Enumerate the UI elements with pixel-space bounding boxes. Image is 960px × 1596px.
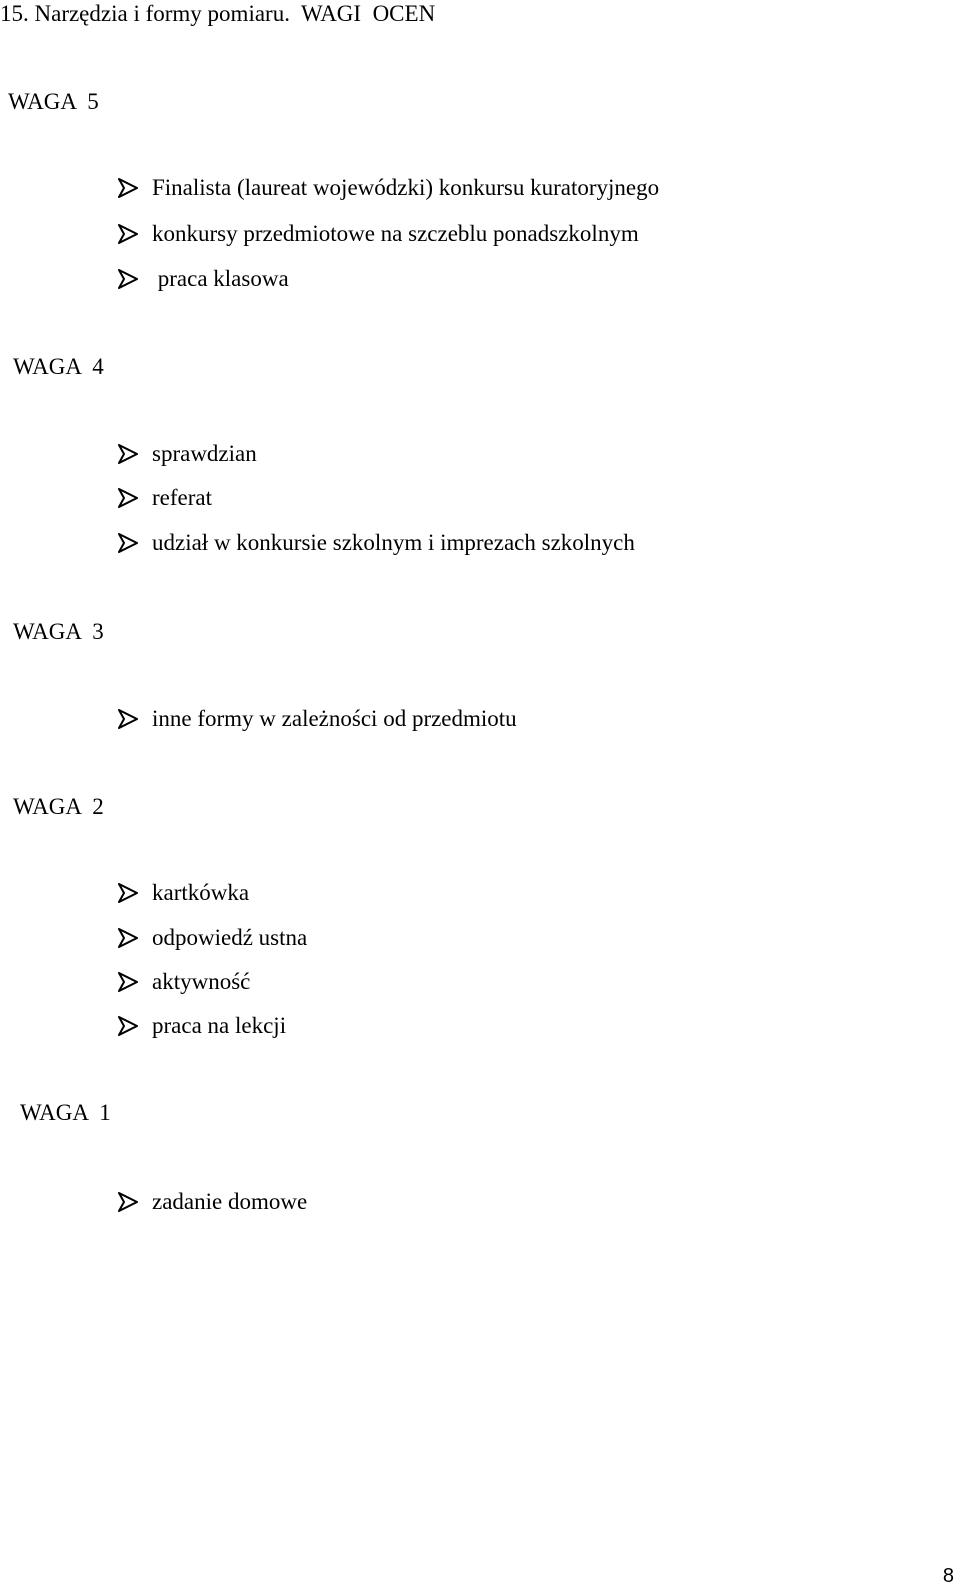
list-item <box>116 924 307 952</box>
list-item-text: udział w konkursie szkolnym i imprezach szkolnych <box>152 530 635 555</box>
list-item-text: sprawdzian <box>152 441 257 466</box>
arrowhead-bullet-icon <box>116 882 140 904</box>
list-item-text: praca klasowa <box>152 266 289 291</box>
list-item <box>116 879 249 907</box>
list-item <box>116 220 639 248</box>
section-heading-waga-3: WAGA 3 <box>13 619 104 644</box>
list-item-text: odpowiedź ustna <box>152 925 308 950</box>
list-item <box>116 529 635 557</box>
page-number: 8 <box>942 1565 954 1587</box>
list-item <box>116 174 659 202</box>
arrowhead-bullet-icon <box>116 1015 140 1037</box>
list-item-text: referat <box>152 485 212 510</box>
list-item <box>116 440 257 468</box>
arrowhead-bullet-icon <box>116 177 140 199</box>
list-item-text: inne formy w zależności od przedmiotu <box>152 706 517 731</box>
list-item <box>116 968 250 996</box>
arrowhead-bullet-icon <box>116 443 140 465</box>
arrowhead-bullet-icon <box>116 708 140 730</box>
list-item <box>116 484 212 512</box>
arrowhead-bullet-icon <box>116 532 140 554</box>
arrowhead-bullet-icon <box>116 487 140 509</box>
list-item-text: zadanie domowe <box>152 1189 308 1214</box>
arrowhead-bullet-icon <box>116 268 140 290</box>
list-item-text: aktywność <box>152 969 251 994</box>
list-item-text: Finalista (laureat wojewódzki) konkursu kuratoryjnego <box>152 175 660 200</box>
list-item-text: praca na lekcji <box>152 1013 287 1038</box>
list-item-text: konkursy przedmiotowe na szczeblu ponadszkolnym <box>152 221 639 246</box>
section-heading-waga-4: WAGA 4 <box>13 354 104 379</box>
page-title: 15. Narzędzia i formy pomiaru. WAGI OCEN <box>0 1 436 26</box>
arrowhead-bullet-icon <box>116 971 140 993</box>
list-item <box>116 1012 286 1040</box>
section-heading-waga-2: WAGA 2 <box>13 794 104 819</box>
section-heading-waga-5: WAGA 5 <box>8 89 99 114</box>
arrowhead-bullet-icon <box>116 927 140 949</box>
list-item <box>116 705 517 733</box>
list-item <box>116 265 289 293</box>
list-item <box>116 1188 307 1216</box>
arrowhead-bullet-icon <box>116 1191 140 1213</box>
arrowhead-bullet-icon <box>116 223 140 245</box>
list-item-text: kartkówka <box>152 880 250 905</box>
section-heading-waga-1: WAGA 1 <box>20 1100 111 1125</box>
